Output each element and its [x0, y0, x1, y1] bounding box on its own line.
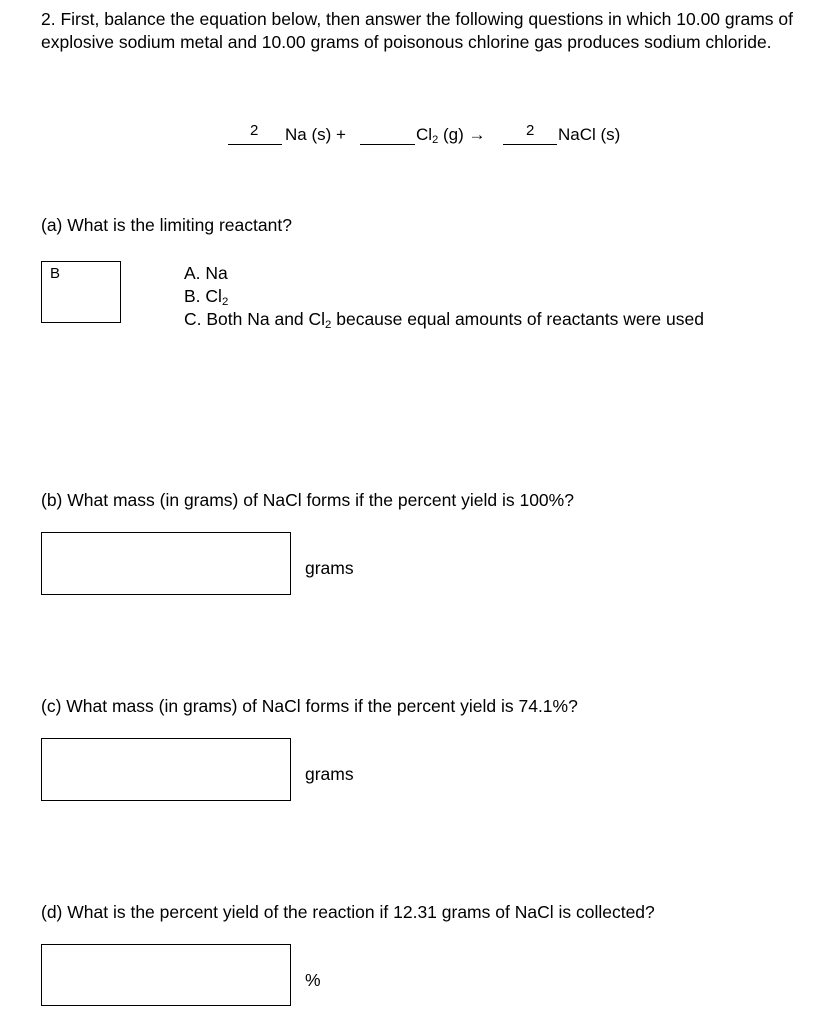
- option-c: [184, 308, 704, 337]
- question-a: (a) What is the limiting reactant?: [41, 215, 292, 235]
- cl2-coefficient-blank[interactable]: [360, 144, 415, 145]
- option-b-subscript: 2: [221, 295, 229, 308]
- cl2-term: [416, 124, 485, 151]
- na-coefficient-blank[interactable]: [228, 144, 282, 145]
- question-d: (d) What is the percent yield of the reaction if 12.31 grams of NaCl is collected?: [41, 902, 655, 922]
- chemical-equation: [0, 120, 839, 160]
- option-c-subscript: 2: [325, 318, 332, 331]
- answer-b-box[interactable]: [41, 532, 291, 595]
- cl2-subscript: 2: [432, 133, 439, 146]
- unit-d: %: [305, 970, 321, 990]
- na-term: Na (s) +: [285, 125, 346, 144]
- answer-d-box[interactable]: [41, 944, 291, 1006]
- problem-intro: 2. First, balance the equation below, then answer the following questions in which 10.00 grams of explosive sodium metal and 10.00 grams of poisonous chlorine gas produces sodium chloride.: [41, 9, 793, 52]
- na-coefficient: 2: [250, 122, 259, 139]
- option-a: A. Na: [184, 263, 228, 283]
- option-c-suffix: because equal amounts of reactants were used: [331, 309, 704, 329]
- answer-a-box[interactable]: [41, 261, 121, 323]
- answer-a-value: B: [50, 265, 61, 282]
- cl2-state: (g) →: [442, 125, 486, 144]
- unit-c: grams: [305, 764, 354, 784]
- nacl-coefficient: 2: [526, 122, 535, 139]
- answer-c-box[interactable]: [41, 738, 291, 801]
- question-b: (b) What mass (in grams) of NaCl forms if the percent yield is 100%?: [41, 490, 574, 510]
- question-c: (c) What mass (in grams) of NaCl forms if the percent yield is 74.1%?: [41, 696, 578, 716]
- nacl-coefficient-blank[interactable]: [503, 144, 557, 145]
- option-c-text: C. Both Na and Cl: [184, 309, 326, 329]
- nacl-term: NaCl (s): [558, 125, 621, 144]
- cl2-symbol: Cl: [416, 125, 433, 144]
- option-b-text: B. Cl: [184, 286, 222, 306]
- unit-b: grams: [305, 558, 354, 578]
